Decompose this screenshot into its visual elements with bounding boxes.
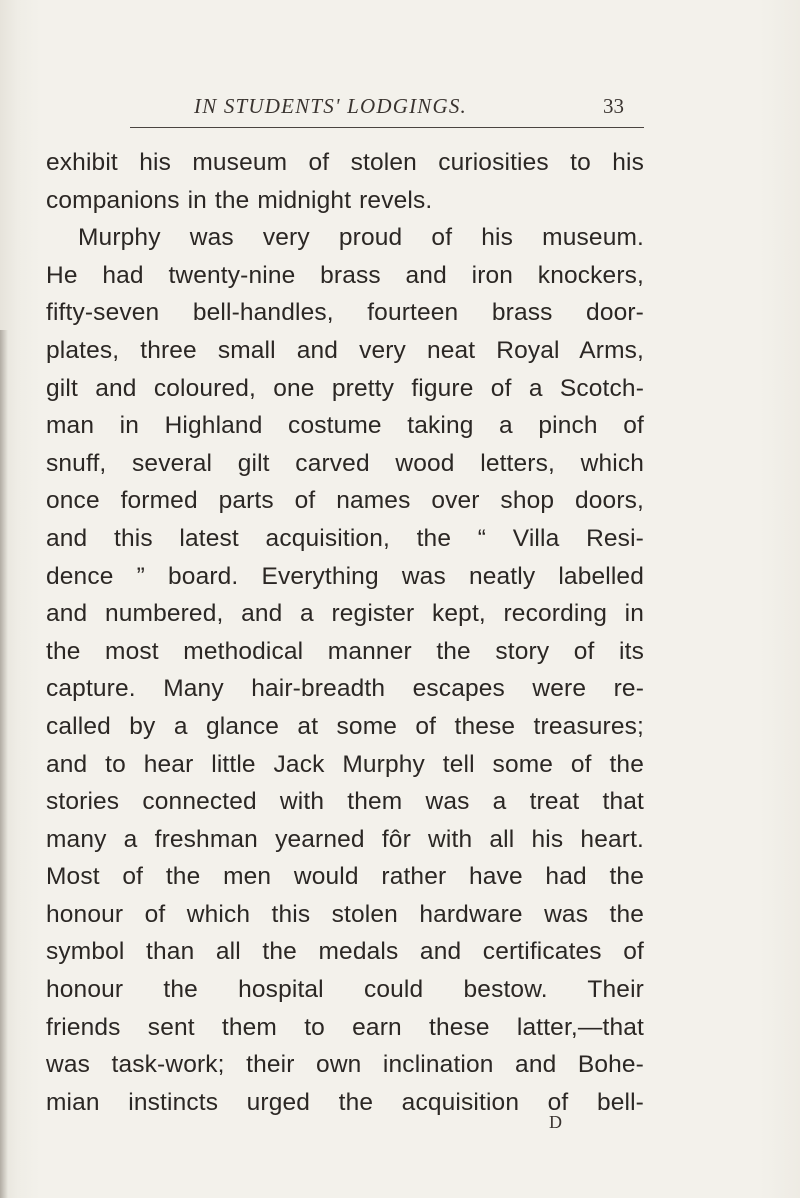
running-title: IN STUDENTS' LODGINGS. bbox=[194, 94, 468, 118]
signature-mark: D bbox=[549, 1112, 563, 1132]
text-line: and numbered, and a register kept, recording in bbox=[46, 600, 644, 628]
header-rule bbox=[130, 127, 644, 128]
text-line: Murphy was very proud of his museum. bbox=[78, 224, 644, 252]
text-line: exhibit his museum of stolen curiosities to his bbox=[46, 149, 644, 176]
text-line: friends sent them to earn these latter,—that bbox=[46, 1013, 644, 1041]
body-text bbox=[46, 144, 644, 1121]
text-line: honour the hospital could bestow. Their bbox=[46, 976, 644, 1004]
text-line: man in Highland costume taking a pinch of bbox=[46, 412, 644, 440]
text-line: dence ” board. Everything was neatly labelled bbox=[46, 562, 644, 590]
text-line: and to hear little Jack Murphy tell some of the bbox=[46, 750, 644, 778]
text-line: Most of the men would rather have had the bbox=[46, 863, 644, 891]
text-line: companions in the midnight revels. bbox=[46, 186, 433, 214]
text-line: once formed parts of names over shop doors, bbox=[46, 487, 644, 515]
page-number: 33 bbox=[603, 94, 624, 118]
text-line: fifty-seven bell-handles, fourteen brass door- bbox=[46, 299, 644, 327]
text-line: mian instincts urged the acquisition of bell- bbox=[46, 1088, 644, 1116]
text-line: He had twenty-nine brass and iron knockers, bbox=[46, 261, 644, 289]
text-line: and this latest acquisition, the “ Villa Resi- bbox=[46, 524, 644, 552]
text-line: snuff, several gilt carved wood letters, which bbox=[46, 449, 644, 477]
running-head bbox=[44, 88, 630, 128]
text-line: plates, three small and very neat Royal Arms, bbox=[46, 336, 644, 364]
text-line: gilt and coloured, one pretty figure of a Scotch- bbox=[46, 374, 644, 402]
text-line: stories connected with them was a treat that bbox=[46, 788, 644, 816]
gutter-shadow bbox=[0, 330, 8, 1198]
text-line: many a freshman yearned fôr with all his heart. bbox=[46, 825, 644, 853]
text-line: the most methodical manner the story of its bbox=[46, 637, 644, 665]
text-line: honour of which this stolen hardware was the bbox=[46, 900, 644, 928]
text-line: symbol than all the medals and certificates of bbox=[46, 938, 644, 966]
text-line: was task-work; their own inclination and Bohe- bbox=[46, 1051, 644, 1079]
text-line: called by a glance at some of these treasures; bbox=[46, 712, 644, 740]
text-line: capture. Many hair-breadth escapes were re- bbox=[46, 675, 644, 703]
